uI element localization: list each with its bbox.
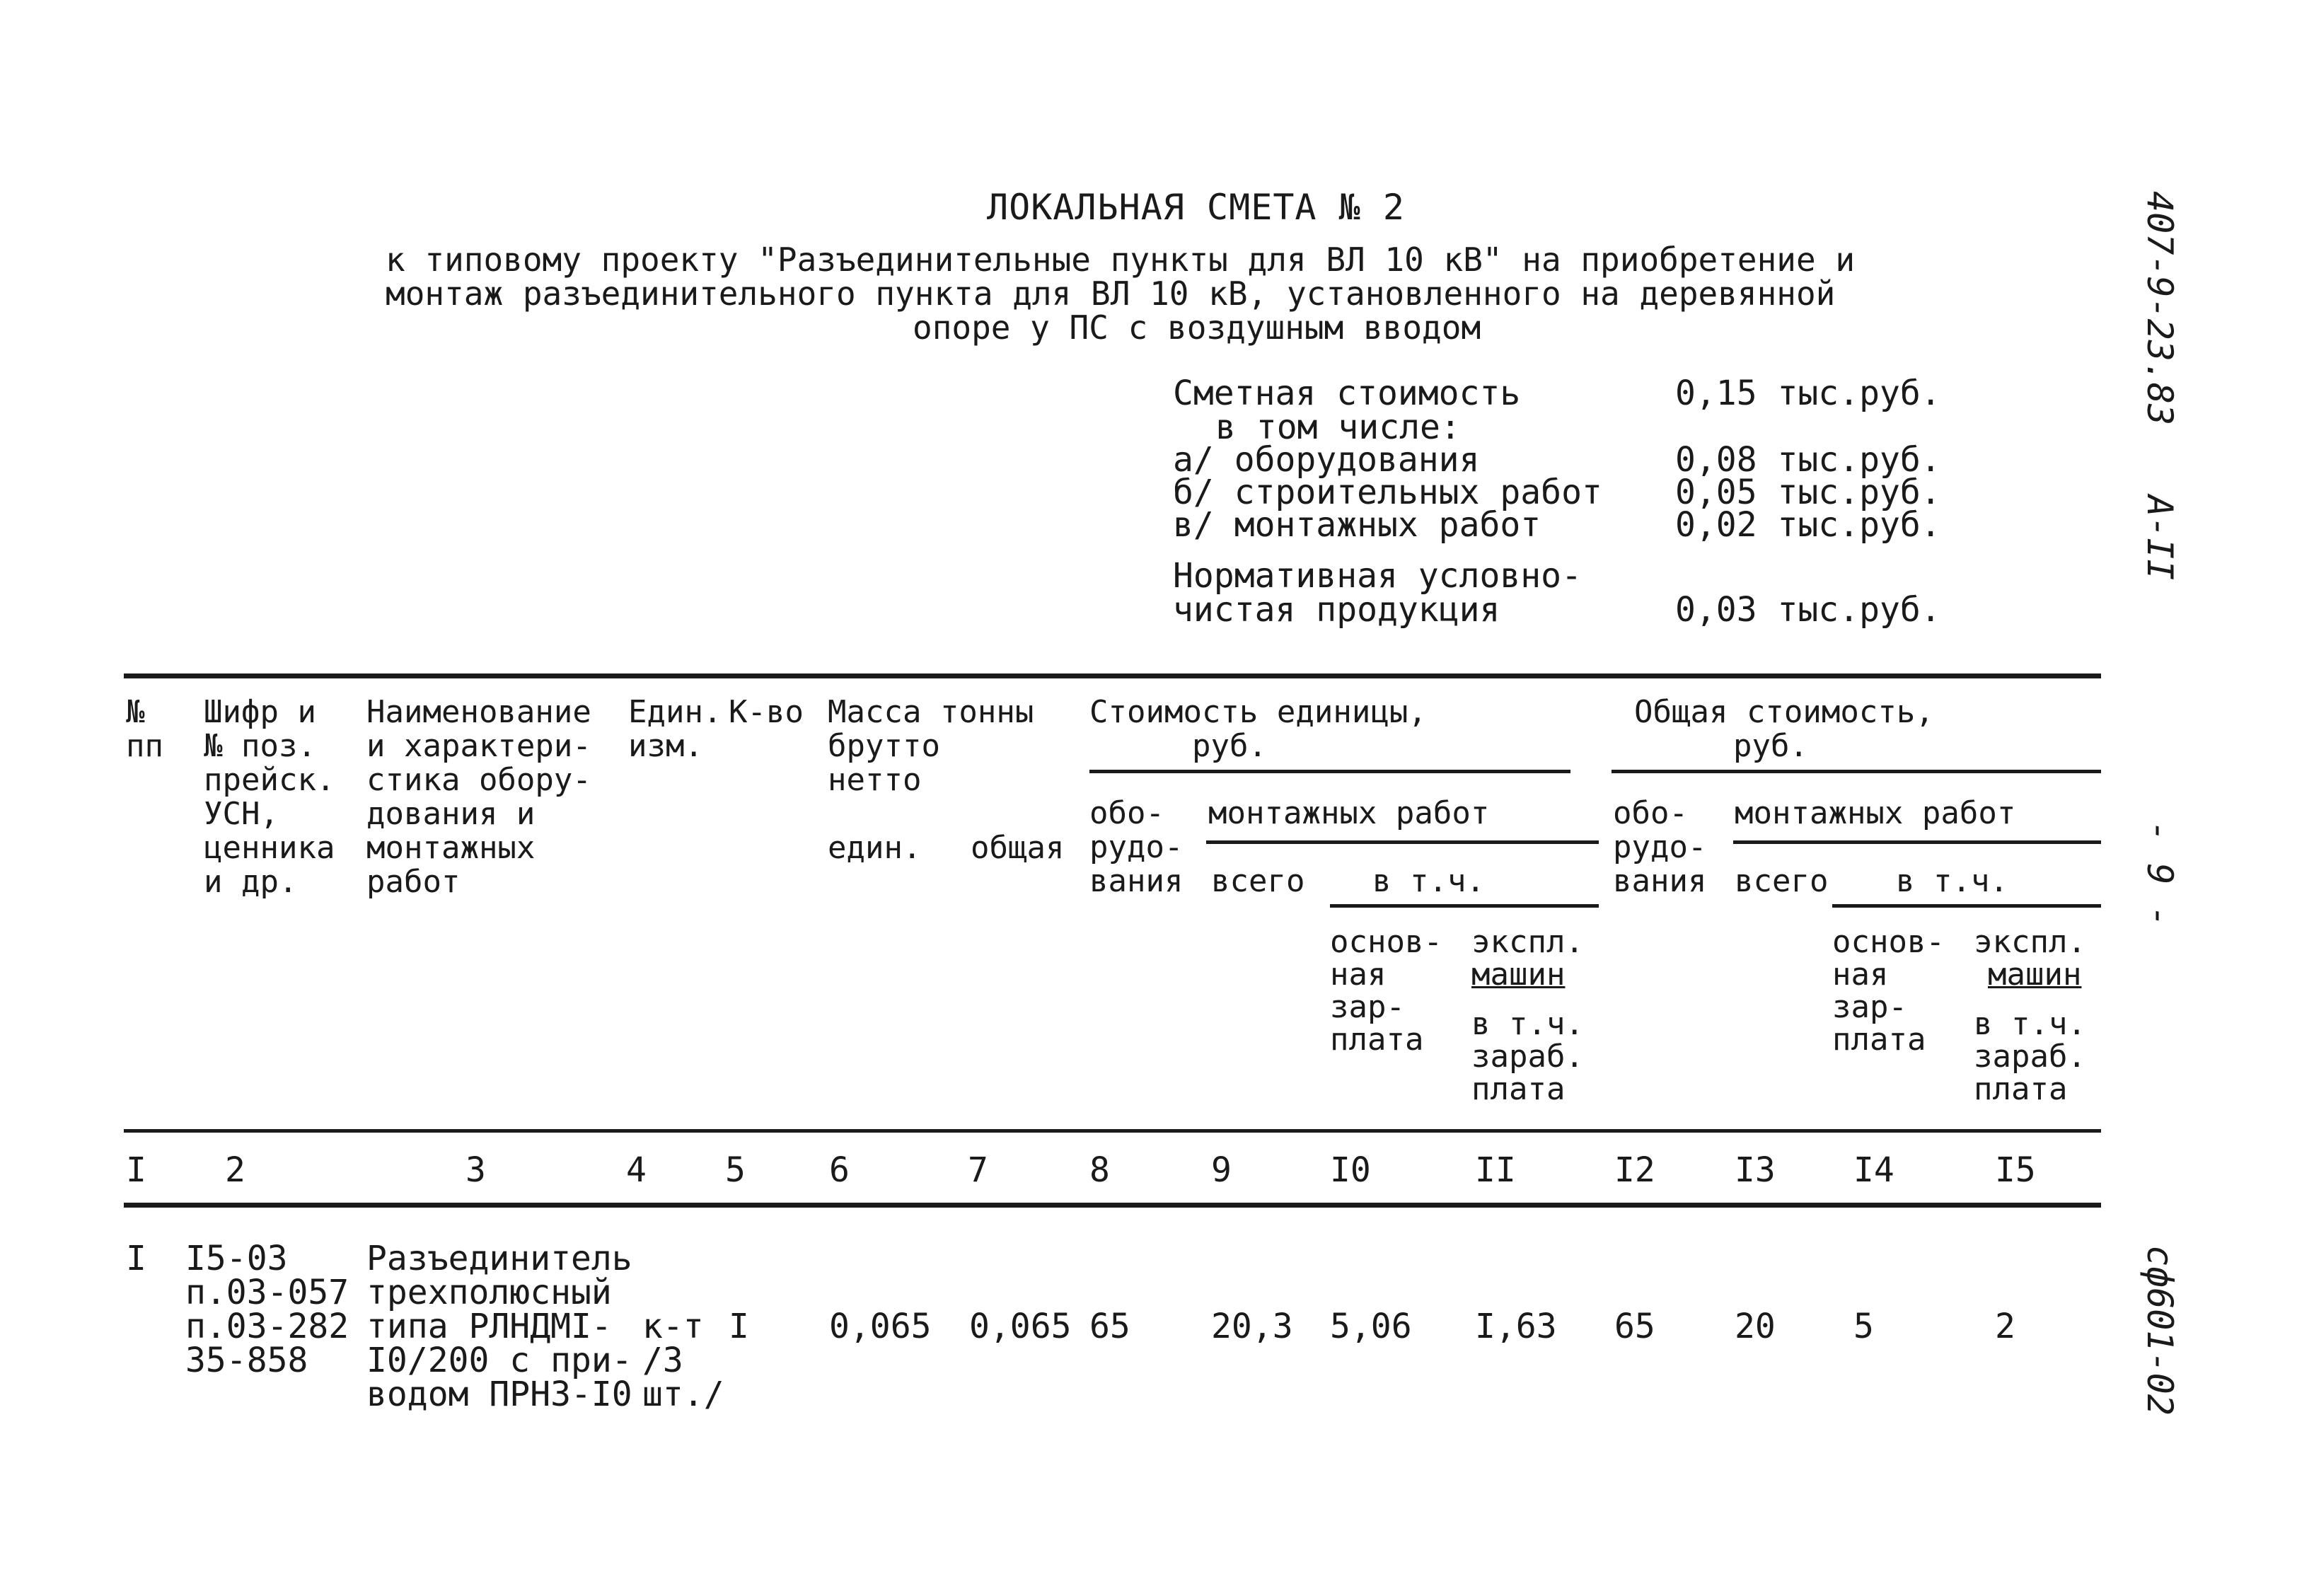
- cost-total-label: Сметная стоимость: [1173, 374, 1521, 413]
- header-unit-all: всего: [1211, 863, 1305, 899]
- col-number-10: I0: [1330, 1150, 1371, 1190]
- col-number-15: I5: [1995, 1150, 2036, 1190]
- row-name-line-3: типа РЛНДМI-: [366, 1307, 612, 1346]
- header-unit-mont: монтажных работ: [1208, 795, 1490, 831]
- col-number-7: 7: [968, 1150, 988, 1190]
- header-unit-equip-line-2: рудо-: [1089, 829, 1184, 865]
- header-bottom-rule: [124, 1129, 2101, 1133]
- cost-construction-value: 0,05 тыс.руб.: [1675, 473, 1941, 512]
- header-c2-line-2: № поз.: [204, 728, 316, 764]
- row-name-line-4: I0/200 с при-: [366, 1341, 632, 1380]
- row-code-line-4: 35-858: [185, 1341, 308, 1380]
- header-unit-base-line-1: основ-: [1330, 924, 1442, 960]
- col-number-3: 3: [465, 1150, 486, 1190]
- header-c3-line-2: и характери-: [366, 728, 591, 764]
- header-c2-line-6: и др.: [204, 864, 298, 900]
- norm-label-1: Нормативная условно-: [1173, 556, 1582, 596]
- document-title: ЛОКАЛЬНАЯ СМЕТА № 2: [987, 187, 1405, 228]
- header-total-expl-incl-line-1: в т.ч.: [1974, 1006, 2086, 1042]
- header-c4-line-1: Един.: [628, 694, 722, 730]
- row-unit-line-1: к-т: [642, 1307, 704, 1346]
- row-name-line-5: водом ПРНЗ-I0: [366, 1375, 632, 1414]
- header-unit-expl-line-2: машин: [1471, 956, 1566, 993]
- row-total-equip: 65: [1614, 1307, 1655, 1346]
- header-unit-base-line-3: зар-: [1330, 989, 1405, 1025]
- norm-label-2: чистая продукция: [1173, 590, 1500, 630]
- header-total-expl-incl-line-3: плата: [1974, 1071, 2068, 1107]
- row-qty: I: [729, 1307, 749, 1346]
- header-c1-line-1: №: [126, 694, 145, 730]
- header-total-expl-line-1: экспл.: [1974, 924, 2086, 960]
- header-total-equip-line-2: рудо-: [1613, 829, 1707, 865]
- cost-installation-label: в/ монтажных работ: [1173, 505, 1541, 545]
- header-c5: К-во: [729, 694, 804, 730]
- unit-mont-rule: [1206, 840, 1599, 844]
- row-code-line-1: I5-03: [185, 1239, 288, 1278]
- row-mass-total: 0,065: [969, 1307, 1072, 1346]
- col-number-4: 4: [626, 1150, 647, 1190]
- row-unit-line-3: шт./: [642, 1375, 724, 1414]
- col-number-5: 5: [725, 1150, 746, 1190]
- header-c3-line-4: дования и: [366, 796, 536, 832]
- row-unit-all: 20,3: [1211, 1307, 1293, 1346]
- header-mass-line-1: Масса тонны: [828, 694, 1034, 730]
- header-total-mont: монтажных работ: [1735, 795, 2016, 831]
- header-total-expl-incl-line-2: зараб.: [1974, 1039, 2086, 1075]
- col-number-8: 8: [1089, 1150, 1110, 1190]
- header-c3-line-6: работ: [366, 864, 461, 900]
- col-number-14: I4: [1853, 1150, 1894, 1190]
- header-unit-expl-incl-line-1: в т.ч.: [1471, 1006, 1584, 1042]
- header-mass-unit: един.: [828, 830, 922, 866]
- header-unit-expl-incl-line-3: плата: [1471, 1071, 1566, 1107]
- header-total-cost-line-2: руб.: [1733, 728, 1808, 764]
- numbers-bottom-rule: [124, 1203, 2101, 1208]
- unit-incl-rule: [1330, 904, 1599, 908]
- row-total-all: 20: [1735, 1307, 1776, 1346]
- row-unit-base: 5,06: [1330, 1307, 1412, 1346]
- row-total-base: 5: [1853, 1307, 1874, 1346]
- cost-incl-label: в том числе:: [1215, 407, 1461, 447]
- col-number-9: 9: [1211, 1150, 1232, 1190]
- row-name-line-2: трехполюсный: [366, 1273, 612, 1312]
- cost-construction-label: б/ строительных работ: [1173, 473, 1602, 512]
- row-num: I: [126, 1239, 146, 1278]
- header-total-incl: в т.ч.: [1896, 863, 2008, 899]
- header-c3-line-3: стика обору-: [366, 762, 591, 798]
- header-total-all: всего: [1735, 863, 1829, 899]
- side-page-number: - 9 -: [2139, 821, 2180, 927]
- table-top-rule: [124, 673, 2101, 678]
- subtitle-line-1: к типовому проекту "Разъединительные пункты для ВЛ 10 кВ" на приобретение и: [386, 241, 1856, 279]
- row-unit-line-2: /3: [642, 1341, 683, 1380]
- header-total-base-line-2: ная: [1832, 956, 1889, 993]
- col-number-1: I: [126, 1150, 146, 1190]
- header-c2-line-1: Шифр и: [204, 694, 316, 730]
- header-c2-line-4: УСН,: [204, 796, 279, 832]
- row-unit-equip: 65: [1089, 1307, 1130, 1346]
- header-total-expl-line-2: машин: [1988, 956, 2082, 993]
- row-unit-expl: I,63: [1475, 1307, 1557, 1346]
- header-mass-line-3: нетто: [828, 762, 922, 798]
- header-unit-equip-line-1: обо-: [1089, 795, 1164, 831]
- row-code-line-3: п.03-282: [185, 1307, 349, 1346]
- row-code-line-2: п.03-057: [185, 1273, 349, 1312]
- cost-equipment-value: 0,08 тыс.руб.: [1675, 440, 1941, 480]
- total-cost-rule: [1612, 770, 2101, 773]
- header-unit-expl-incl-line-2: зараб.: [1471, 1039, 1584, 1075]
- cost-installation-value: 0,02 тыс.руб.: [1675, 505, 1941, 545]
- header-c3-line-1: Наименование: [366, 694, 591, 730]
- header-unit-expl-line-1: экспл.: [1471, 924, 1584, 960]
- total-incl-rule: [1832, 904, 2101, 908]
- header-total-equip-line-3: вания: [1613, 863, 1707, 899]
- header-mass-total: общая: [971, 830, 1065, 866]
- side-stamp: сф601-02: [2139, 1245, 2180, 1416]
- header-total-base-line-4: плата: [1832, 1022, 1926, 1058]
- side-code: 407-9-23.83: [2139, 191, 2180, 426]
- header-total-base-line-1: основ-: [1832, 924, 1945, 960]
- header-unit-equip-line-3: вания: [1089, 863, 1184, 899]
- col-number-12: I2: [1614, 1150, 1655, 1190]
- col-number-6: 6: [829, 1150, 850, 1190]
- cost-total-value: 0,15 тыс.руб.: [1675, 374, 1941, 413]
- subtitle-line-2: монтаж разъединительного пункта для ВЛ 10 кВ, установленного на деревянной: [386, 274, 1836, 313]
- row-name-line-1: Разъединитель: [366, 1239, 632, 1278]
- row-total-expl: 2: [1995, 1307, 2015, 1346]
- header-unit-cost-line-2: руб.: [1192, 728, 1267, 764]
- header-c3-line-5: монтажных: [366, 830, 536, 866]
- header-total-equip-line-1: обо-: [1613, 795, 1688, 831]
- header-unit-cost-line-1: Стоимость единицы,: [1089, 694, 1427, 730]
- header-c2-line-3: прейск.: [204, 762, 335, 798]
- unit-cost-rule: [1089, 770, 1570, 773]
- header-c1-line-2: пп: [126, 728, 163, 764]
- header-unit-incl: в т.ч.: [1372, 863, 1485, 899]
- side-album: А-II: [2139, 495, 2180, 581]
- header-unit-base-line-2: ная: [1330, 956, 1387, 993]
- norm-value: 0,03 тыс.руб.: [1675, 590, 1941, 630]
- col-number-2: 2: [225, 1150, 245, 1190]
- header-total-cost-line-1: Общая стоимость,: [1634, 694, 1934, 730]
- col-number-13: I3: [1735, 1150, 1776, 1190]
- header-c4-line-2: изм.: [628, 728, 703, 764]
- header-unit-base-line-4: плата: [1330, 1022, 1424, 1058]
- total-mont-rule: [1733, 840, 2101, 844]
- header-c2-line-5: ценника: [204, 830, 335, 866]
- subtitle-line-3: опоре у ПС с воздушным вводом: [913, 308, 1481, 347]
- header-total-base-line-3: зар-: [1832, 989, 1907, 1025]
- header-mass-line-2: брутто: [828, 728, 940, 764]
- cost-equipment-label: а/ оборудования: [1173, 440, 1480, 480]
- row-mass-unit: 0,065: [829, 1307, 932, 1346]
- col-number-11: II: [1475, 1150, 1516, 1190]
